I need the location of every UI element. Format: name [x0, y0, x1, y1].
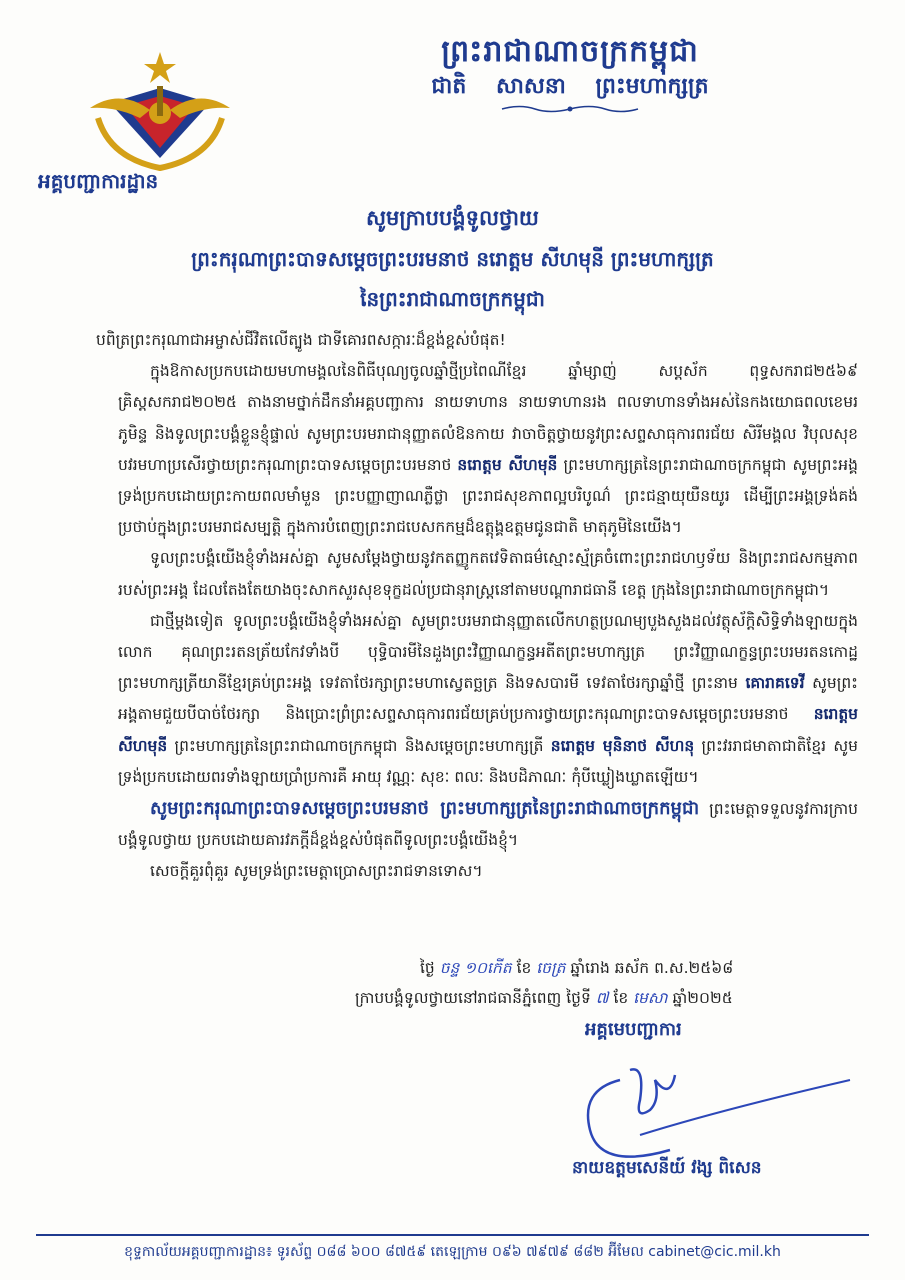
solar-date [355, 988, 865, 1011]
paragraph-3-text: ជាថ្មីម្តងទៀត ទូលព្រះបង្គំយើងខ្ញុំទាំងអស់គ្នា សូមព្រះបរមរាជានុញ្ញាតលើកហត្ថប្រណម្យបួងសួងដល់វត្ថុស័ក្តិសិទ្ធិទាំងឡាយក្នុងលោក គុណព្រះរតនត្រ័យកែវទាំងបី បុទ្ធិបារមីនៃដួងព្រះវិញ្ញាណក្ខន្ធអតីតព្រះមហាក្សត្រ ព្រះវិញ្ញាណក្ខន្ធព្រះបរមរតនកោដ្ឋ ព្រះមហាក្សត្រីយានីខ្មែរគ្រប់ព្រះអង្គ ទេវតាថែរក្សាព្រះមហាស្វេតច្ឆត្រ និងទសបារមី ទេវតាថែរក្សាឆ្នាំថ្មី ព្រះនាម [118, 611, 858, 693]
solar-day: ៧ [595, 989, 609, 1007]
paragraph-1-text: ក្នុងឱកាសប្រកបដោយមហាមង្គលនៃពិធីបុណ្យចូលឆ្នាំថ្មីប្រពៃណីខ្មែរ ឆ្នាំម្សាញ់ សប្តស័ក ពុទ្ធសករាជ២៥៦៩ គ្រិស្តសករាជ២០២៥ តាងនាមថ្នាក់ដឹកនាំអគ្គបញ្ជាការ នាយទាហាន នាយទាហានរង ពលទាហានទាំងអស់នៃកងយោធពលខេមរភូមិន្ទ និងទូលព្រះបង្គំខ្លួនខ្ញុំផ្ទាល់ សូមព្រះបរមរាជានុញ្ញាតលំឱនកាយ វាចាចិត្តថ្វាយនូវព្រះសព្ទសាធុការពរជ័យ សិរីមង្គល វិបុលសុខ បវរមហាប្រសើរថ្វាយព្រះករុណាព្រះបាទសម្តេចព្រះបរមនាថ [118, 362, 858, 474]
salutation: បពិត្រព្រះករុណាជាអម្ចាស់ជីវិតលើត្បូង ជាទីគោរពសក្ការៈដ៏ខ្ពង់ខ្ពស់បំផុត! [96, 331, 506, 349]
final-line: សេចក្តីគួរពុំគួរ សូមទ្រង់ព្រះមេត្តាប្រោសព្រះរាជទានទោស។ [150, 862, 483, 881]
paragraph-3-cont: សូមព្រះអង្គតាមជួយបីបាច់ថែរក្សា និងប្រោះព្រំព្រះសព្ទសាធុការពរជ័យគ្រប់ប្រការថ្វាយព្រះករុណាព្រះបាទសម្តេចព្រះបរមនាថ [118, 674, 858, 724]
solar-prefix: ក្រាបបង្គំទូលថ្វាយនៅរាជធានីភ្នំពេញ ថ្ងៃទី [355, 989, 591, 1007]
address-line-3: នៃព្រះរាជាណាចក្រកម្ពុជា [360, 287, 545, 311]
paragraph-3 [118, 606, 858, 793]
lunar-suffix: ឆ្នាំរោង ឆស័ក ព.ស.២៥៦៨ [570, 959, 734, 977]
lunar-prefix: ថ្ងៃ [420, 959, 435, 977]
kingdom-heading: ព្រះរាជាណាចក្រកម្ពុជា [441, 34, 699, 69]
king-name: នរោត្តម សីហមុនី [457, 455, 558, 474]
lunar-month-label: ខែ [516, 959, 532, 977]
paragraph-3-cont3: ព្រះវររាជមាតាជាតិខ្មែរ សូមទ្រង់ប្រកបដោយពរទាំងឡាយប្រាំប្រការគឺ អាយុ វណ្ណៈ សុខៈ ពលៈ និងបដិភាណៈ កុំបីឃ្លៀងឃ្លាតឡើយ។ [118, 736, 858, 786]
lunar-day: ចន្ទ ១០កើត [439, 959, 512, 977]
footer-email[interactable]: cabinet@cic.mil.kh [648, 1244, 781, 1260]
signatory-title: អគ្គមេបញ្ជាការ [585, 1019, 682, 1040]
footer-contact [36, 1242, 869, 1263]
closing-bold: សូមព្រះករុណាព្រះបាទសម្តេចព្រះបរមនាថ ព្រះមហាក្សត្រនៃព្រះរាជាណាចក្រកម្ពុជា [150, 798, 700, 820]
footer-contact-text: ខុទ្ទកាល័យអគ្គបញ្ជាការដ្ឋាន៖ ទូរស័ព្ទ ០៨៨ ៦០០ ៨៧៥៩ តេឡេក្រាម ០៩៦ ៧៩៧៩ ៨៨២ អ៊ីមែល [124, 1244, 644, 1260]
paragraph-1-cont: ព្រះមហាក្សត្រនៃព្រះរាជាណាចក្រកម្ពុជា សូមព្រះអង្គទ្រង់ប្រកបដោយព្រះកាយពលមាំមួន ព្រះបញ្ញាញាណភ្លឺថ្លា ព្រះរាជសុខភាពល្អបរិបូណ៌ ព្រះជន្មាយុយឺនយូរ ដើម្បីព្រះអង្គទ្រង់គង់ប្រថាប់ក្នុងព្រះបរមរាជសម្បត្តិ ក្នុងការបំពេញព្រះរាជបេសកកម្មដ៏ឧត្តុង្គឧត្តមជូនជាតិ មាតុភូមិនៃយើង។ [118, 455, 858, 537]
paragraph-2: ទូលព្រះបង្គំយើងខ្ញុំទាំងអស់គ្នា សូមសម្តែងថ្វាយនូវកតញ្ញូកតវេទិតាធម៌ស្មោះស្ម័គ្រចំពោះព្រះរាជហឫទ័យ និងព្រះរាជសកម្មភាពរបស់ព្រះអង្គ ដែលតែងតែយាងចុះសាកសួរសុខទុក្ខដល់ប្រជានុរាស្ត្រនៅតាមបណ្តារាជធានី ខេត្ត ក្រុងនៃព្រះរាជាណាចក្រកម្ពុជា។ [118, 549, 858, 599]
ornament-divider [500, 104, 640, 114]
lunar-date [420, 958, 860, 981]
closing-rest: ព្រះមេត្តាទទួលនូវការក្រាបបង្គំទូលថ្វាយ ប្រកបដោយគារវភក្តីដ៏ខ្ពង់ខ្ពស់បំផុតពីទូលព្រះបង្គំយើងខ្ញុំ។ [118, 800, 858, 850]
letter-body [96, 325, 858, 888]
solar-year: ឆ្នាំ២០២៥ [672, 989, 733, 1007]
signatory-name: នាយឧត្តមសេនីយ៍ វង្ស ពិសេន [572, 1158, 762, 1178]
footer-divider [36, 1234, 869, 1236]
solar-month-label: ខែ [613, 989, 629, 1007]
paragraph-3-cont2: ព្រះមហាក្សត្រនៃព្រះរាជាណាចក្រកម្ពុជា និងសម្តេចព្រះមហាក្សត្រី [174, 736, 544, 755]
king-name-2: នរោត្តម សីហមុនី [118, 705, 858, 755]
address-line-2: ព្រះករុណាព្រះបាទសម្តេចព្រះបរមនាថ នរោត្តម សីហមុនី ព្រះមហាក្សត្រ [191, 247, 714, 271]
new-year-deity-name: គោរាគទេវី [745, 674, 805, 693]
national-motto: ជាតិ សាសនា ព្រះមហាក្សត្រ [431, 74, 709, 99]
headquarters-label: អគ្គបញ្ជាការដ្ឋាន [38, 169, 159, 193]
military-emblem-logo [80, 48, 240, 173]
queen-mother-name: នរោត្តម មុនិនាថ សីហនុ [550, 736, 695, 755]
address-line-1: សូមក្រាបបង្គំទូលថ្វាយ [366, 206, 539, 230]
lunar-month: ចេត្រ [536, 959, 566, 977]
paragraph-1 [118, 356, 858, 543]
closing-paragraph [118, 793, 858, 856]
solar-month: មេសា [633, 989, 668, 1007]
